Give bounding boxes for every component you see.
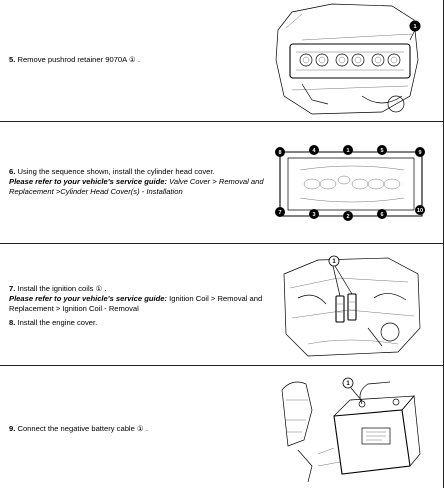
step-9 [0, 366, 444, 488]
sequence-bolt-3: 3 [312, 212, 316, 218]
guide-label: Please refer to your vehicle's service guide: [9, 294, 167, 303]
engine-pushrod-illustration [272, 0, 424, 120]
sequence-bolt-4: 4 [312, 148, 316, 154]
step-instruction-8: Install the engine cover. [17, 318, 98, 327]
sequence-bolt-7: 7 [278, 210, 282, 216]
guide-label: Please refer to your vehicle's service guide: [9, 177, 167, 186]
ignition-coils-illustration [278, 248, 426, 362]
callout-1: 1 [332, 259, 336, 265]
step-6-text [9, 167, 269, 197]
step-7 [0, 244, 444, 365]
guide-reference: Valve Cover > Removal and Replacement >Cylinder Head Cover(s) - Installation [9, 177, 264, 196]
callout-1: 1 [413, 24, 417, 30]
step-instruction: Connect the negative battery cable ① . [17, 424, 148, 433]
guide-reference: Ignition Coil > Removal and Replacement > Ignition Coil - Removal [9, 294, 263, 313]
sequence-bolt-2: 2 [346, 214, 350, 220]
cylinder-head-cover-sequence-diagram [272, 140, 432, 226]
step-6 [0, 122, 444, 243]
step-5 [0, 0, 444, 121]
step-instruction: Remove pushrod retainer 9070A ① . [17, 55, 140, 64]
sequence-bolt-8: 8 [278, 150, 282, 156]
step-9-text [9, 424, 269, 434]
step-number: 9. [9, 424, 16, 433]
battery-cable-illustration [278, 370, 428, 486]
step-7-text [9, 284, 269, 328]
step-number-8: 8. [9, 318, 16, 327]
step-number: 7. [9, 284, 16, 293]
sequence-bolt-6: 6 [380, 212, 384, 218]
step-instruction: Install the ignition coils ① . [17, 284, 107, 293]
step-instruction: Using the sequence shown, install the cylinder head cover. [17, 167, 215, 176]
step-number: 5. [9, 55, 16, 64]
callout-1: 1 [346, 381, 350, 387]
sequence-bolt-1: 1 [346, 148, 350, 154]
step-number: 6. [9, 167, 16, 176]
step-5-text [9, 55, 269, 65]
sequence-bolt-5: 5 [380, 148, 384, 154]
sequence-bolt-10: 10 [416, 208, 424, 214]
sequence-bolt-9: 9 [418, 150, 422, 156]
